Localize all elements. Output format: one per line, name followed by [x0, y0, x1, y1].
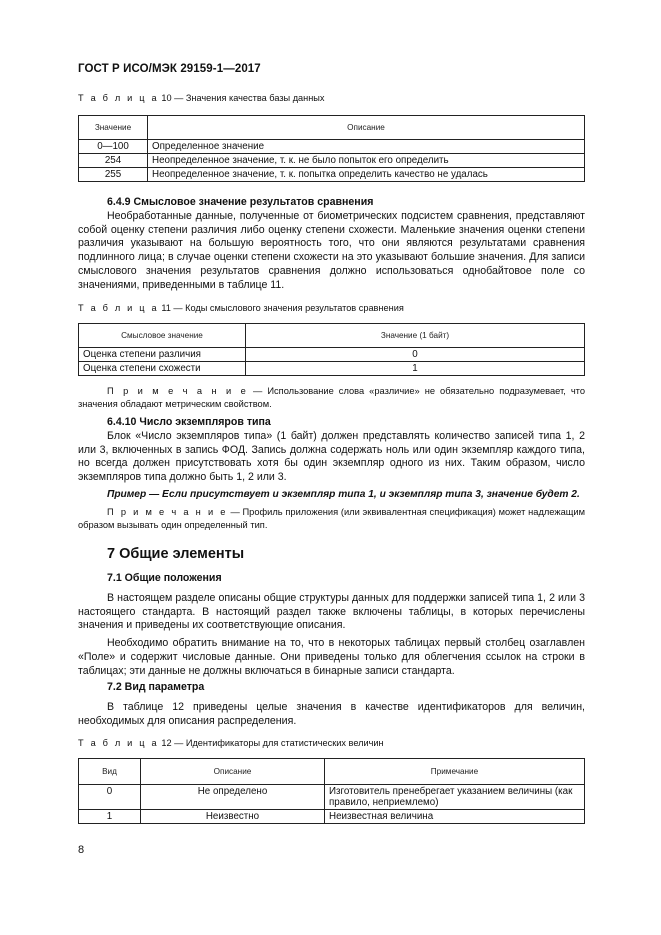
- table12: [78, 758, 585, 824]
- note-2: [78, 506, 585, 531]
- section-6-4-10-text: Блок «Число экземпляров типа» (1 байт) должен представлять количество записей типа 1, 2 или 3, включенных в запись ФОД. Запись должна содержать ноль или один экземпляр каждого типа, но всегда должен присутствовать хотя бы один экземпляр одного из них. Таким образом, число экземпляров типа должно быть 1, 2 или 3.: [78, 429, 585, 484]
- table-row: [79, 362, 585, 376]
- section-7-2-text: В таблице 12 приведены целые значения в качестве идентификаторов для величин, необходимых для описания распределения.: [78, 700, 585, 727]
- note-2-text: — Профиль приложения (или эквивалентная спецификация) может надлежащим образом вызывать один определенный тип.: [78, 507, 585, 530]
- section-6-4-10-title: 6.4.10 Число экземпляров типа: [107, 416, 271, 428]
- table10-cell-value: 254: [79, 154, 148, 168]
- section-6-4-9: [78, 196, 585, 293]
- table10-caption-label: Т а б л и ц а: [78, 93, 159, 103]
- table12-cell-kind: 1: [79, 810, 141, 824]
- note-1: [78, 385, 585, 410]
- table11: [78, 323, 585, 376]
- table10-cell-desc: Неопределенное значение, т. к. не было попыток его определить: [148, 154, 585, 168]
- example-text: Пример — Если присутствует и экземпляр типа 1, и экземпляр типа 3, значение будет 2.: [107, 489, 580, 500]
- table11-header-meaning: Смысловое значение: [79, 324, 246, 348]
- table-row: [79, 348, 585, 362]
- table12-cell-kind: 0: [79, 785, 141, 810]
- table12-header-note: Примечание: [325, 759, 585, 785]
- table11-cell-meaning: Оценка степени различия: [79, 348, 246, 362]
- table12-cell-desc: Неизвестно: [141, 810, 325, 824]
- table11-cell-value: 0: [246, 348, 585, 362]
- table12-cell-note: Неизвестная величина: [325, 810, 585, 824]
- table10-header-desc: Описание: [148, 116, 585, 140]
- table10-cell-value: 0—100: [79, 140, 148, 154]
- table12-header-kind: Вид: [79, 759, 141, 785]
- table10-cell-value: 255: [79, 168, 148, 182]
- section-7-1-p1: В настоящем разделе описаны общие структуры данных для поддержки записей типа 1, 2 или 3 настоящего стандарта. В настоящий раздел также включены таблицы, в которых перечислены значения и приведены их соответствующие описания.: [78, 591, 585, 632]
- table12-cell-note: Изготовитель пренебрегает указанием величины (как правило, неприемлемо): [325, 785, 585, 810]
- section-7-2-title: 7.2 Вид параметра: [107, 681, 205, 693]
- table12-caption: [78, 738, 384, 748]
- table11-cell-meaning: Оценка степени схожести: [79, 362, 246, 376]
- section-6-4-9-title: 6.4.9 Смысловое значение результатов сравнения: [107, 196, 374, 208]
- section-7-2: [78, 681, 585, 728]
- table10-caption-text: 10 — Значения качества базы данных: [161, 93, 325, 103]
- table11-cell-value: 1: [246, 362, 585, 376]
- table-row: [79, 154, 585, 168]
- table10: [78, 115, 585, 182]
- table-row: [79, 785, 585, 810]
- note-1-text: — Использование слова «различие» не обязательно подразумевает, что значения обладают метрическим свойством.: [78, 386, 585, 409]
- table10-header-value: Значение: [79, 116, 148, 140]
- section-7-title: 7 Общие элементы: [107, 546, 245, 562]
- document-header: ГОСТ Р ИСО/МЭК 29159-1—2017: [78, 63, 261, 75]
- table11-caption-text: 11 — Коды смыслового значения результатов сравнения: [161, 303, 404, 313]
- page-number: 8: [78, 844, 85, 856]
- section-6-4-9-text: Необработанные данные, полученные от биометрических подсистем сравнения, представляют собой оценку степени различия либо оценку степени схожести. Маленькие значения оценки степени различия указывают на большую вероятность того, что они являются результатами сравнения подлинного лица; в случае оценки степени схожести на это указывают большие значения. Для записи смыслового значения результатов сравнения должно использоваться однобайтовое поле со значениями, приведенными в таблице 11.: [78, 209, 585, 291]
- table11-caption: [78, 303, 404, 313]
- table10-cell-desc: Неопределенное значение, т. к. попытка определить качество не удалась: [148, 168, 585, 182]
- table12-caption-text: 12 — Идентификаторы для статистических величин: [161, 738, 384, 748]
- section-7-1: [78, 572, 585, 679]
- table-row: [79, 168, 585, 182]
- section-7-1-title: 7.1 Общие положения: [107, 572, 222, 584]
- table10-caption: [78, 93, 325, 103]
- table12-cell-desc: Не определено: [141, 785, 325, 810]
- table-row: [79, 810, 585, 824]
- table-row: [79, 140, 585, 154]
- table12-caption-label: Т а б л и ц а: [78, 738, 159, 748]
- section-6-4-10: [78, 416, 585, 485]
- note-2-label: П р и м е ч а н и е: [107, 507, 228, 517]
- section-7-1-p2: Необходимо обратить внимание на то, что в некоторых таблицах первый столбец озаглавлен «Поле» и содержит числовые данные. Они приведены только для облегчения ссылок на строки в таблицах; эти данные не должны включаться в бинарные записи стандарта.: [78, 637, 585, 677]
- note-1-label: П р и м е ч а н и е: [107, 386, 249, 396]
- table11-header-value: Значение (1 байт): [246, 324, 585, 348]
- table12-header-desc: Описание: [141, 759, 325, 785]
- table10-cell-desc: Определенное значение: [148, 140, 585, 154]
- table11-caption-label: Т а б л и ц а: [78, 303, 159, 313]
